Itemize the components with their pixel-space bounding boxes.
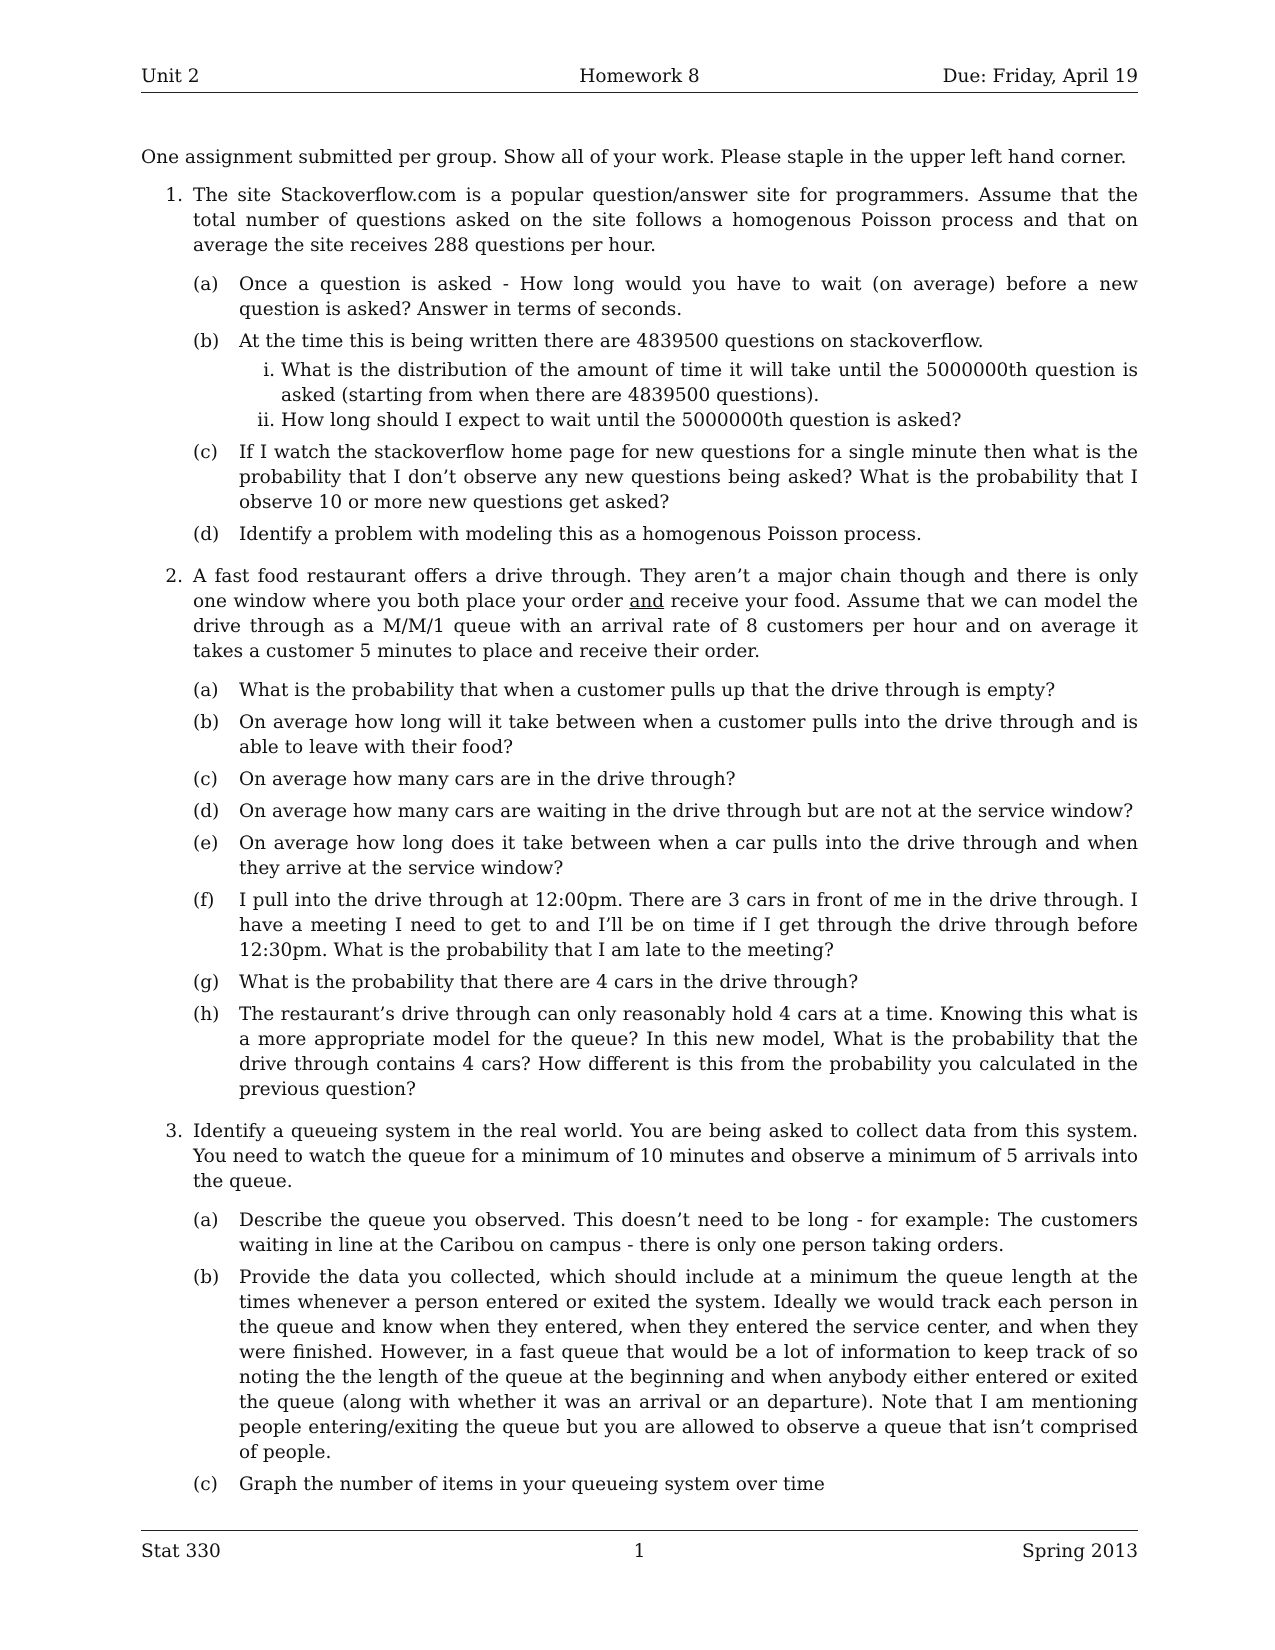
question-2-part-d: (d) On average how many cars are waiting in the drive through but are not at the service window?	[193, 801, 1134, 822]
page-header	[141, 66, 1138, 93]
part-label: (f)	[193, 890, 215, 911]
question-2-part-b: (b) On average how long will it take between when a customer pulls into the drive through and is able to leave with their food?	[193, 712, 1138, 758]
document-page	[141, 0, 1138, 1650]
question-2-part-g: (g) What is the probability that there are 4 cars in the drive through?	[193, 972, 859, 993]
document-body	[141, 145, 1138, 1514]
question-2-part-a: (a) What is the probability that when a customer pulls up that the drive through is empty?	[193, 680, 1056, 701]
question-3-part-c: (c) Graph the number of items in your queueing system over time	[193, 1474, 825, 1495]
subpart-label: ii.	[257, 410, 275, 431]
question-3	[141, 1119, 1138, 1497]
question-3-part-b: (b) Provide the data you collected, which should include at a minimum the queue length at the times whenever a person entered or exited the system. Ideally we would track each person in the queue and know when they entered, when they entered the service center, and when they were finished. However, in a fast queue that would be a lot of information to keep track of so noting the the length of the queue at the beginning and when anybody either entered or exited the queue (along with whether it was an arrival or an departure). Note that I am mentioning people entering/exiting the queue but you are allowed to observe a queue that isn’t comprised of people.	[193, 1267, 1138, 1463]
question-1-part-b-ii: ii. How long should I expect to wait until the 5000000th question is asked?	[141, 408, 1138, 433]
footer-page-number: 1	[633, 1541, 646, 1562]
page-footer	[141, 1530, 1138, 1571]
question-number: 2.	[165, 566, 183, 587]
question-1-part-d: (d) Identify a problem with modeling this as a homogenous Poisson process.	[193, 524, 922, 545]
intro-paragraph: One assignment submitted per group. Show all of your work. Please staple in the upper left hand corner.	[141, 147, 1127, 168]
question-3-part-a: (a) Describe the queue you observed. This doesn’t need to be long - for example: The customers waiting in line at the Caribou on campus - there is only one person taking orders.	[193, 1210, 1138, 1256]
part-label: (a)	[193, 274, 219, 295]
question-1-part-b: (b) At the time this is being written there are 4839500 questions on stackoverflow. i. What is the distribution of the amount of time it will take until the 5000000th question is asked (starting from when there are 4839500 questions). ii. How long should I expect to wait until the 5000000th question is asked?	[141, 329, 1138, 433]
footer-course: Stat 330	[141, 1541, 221, 1562]
part-label: (d)	[193, 801, 220, 822]
question-3-text: 3. Identify a queueing system in the real world. You are being asked to collect data from this system. You need to watch the queue for a minimum of 10 minutes and observe a minimum of 5 arrivals into the queue.	[141, 1119, 1138, 1194]
question-2-part-h: (h) The restaurant’s drive through can only reasonably hold 4 cars at a time. Knowing this what is a more appropriate model for the queue? In this new model, What is the probability that the drive through contains 4 cars? How different is this from the probability you calculated in the previous question?	[193, 1004, 1138, 1100]
part-label: (a)	[193, 680, 219, 701]
part-label: (h)	[193, 1004, 220, 1025]
subpart-label: i.	[263, 360, 275, 381]
part-label: (e)	[193, 833, 219, 854]
part-label: (b)	[193, 712, 220, 733]
question-2	[141, 564, 1138, 1102]
header-title: Homework 8	[579, 66, 700, 87]
question-2-text: 2. A fast food restaurant offers a drive through. They aren’t a major chain though and there is only one window where you both place your order and receive your food. Assume that we can model the drive through as a M/M/1 queue with an arrival rate of 8 customers per hour and on average it takes a customer 5 minutes to place and receive their order.	[141, 564, 1138, 664]
header-due-date: Due: Friday, April 19	[942, 66, 1138, 87]
part-label: (d)	[193, 524, 220, 545]
part-label: (c)	[193, 1474, 218, 1495]
part-label: (g)	[193, 972, 220, 993]
part-label: (c)	[193, 442, 218, 463]
question-2-part-e: (e) On average how long does it take between when a car pulls into the drive through and when they arrive at the service window?	[193, 833, 1138, 879]
part-label: (a)	[193, 1210, 219, 1231]
part-label: (b)	[193, 331, 220, 352]
header-unit: Unit 2	[141, 66, 200, 87]
footer-term: Spring 2013	[1022, 1541, 1138, 1562]
question-number: 3.	[165, 1121, 183, 1142]
question-1-part-a: (a) Once a question is asked - How long would you have to wait (on average) before a new question is asked? Answer in terms of seconds.	[193, 274, 1138, 320]
question-1-part-c: (c) If I watch the stackoverflow home page for new questions for a single minute then what is the probability that I don’t observe any new questions being asked? What is the probability that I observe 10 or more new questions get asked?	[193, 442, 1138, 513]
part-label: (b)	[193, 1267, 220, 1288]
question-1-text: 1. The site Stackoverflow.com is a popular question/answer site for programmers. Assume that the total number of questions asked on the site follows a homogenous Poisson process and that on average the site receives 288 questions per hour.	[141, 183, 1138, 258]
question-number: 1.	[165, 185, 183, 206]
underlined-word: and	[629, 591, 665, 612]
part-label: (c)	[193, 769, 218, 790]
question-2-part-c: (c) On average how many cars are in the drive through?	[193, 769, 736, 790]
question-1-part-b-i: i. What is the distribution of the amount of time it will take until the 5000000th question is asked (starting from when there are 4839500 questions).	[141, 358, 1138, 408]
question-2-part-f: (f) I pull into the drive through at 12:00pm. There are 3 cars in front of me in the drive through. I have a meeting I need to get to and I’ll be on time if I get through the drive through before 12:30pm. What is the probability that I am late to the meeting?	[193, 890, 1138, 961]
question-1	[141, 183, 1138, 547]
